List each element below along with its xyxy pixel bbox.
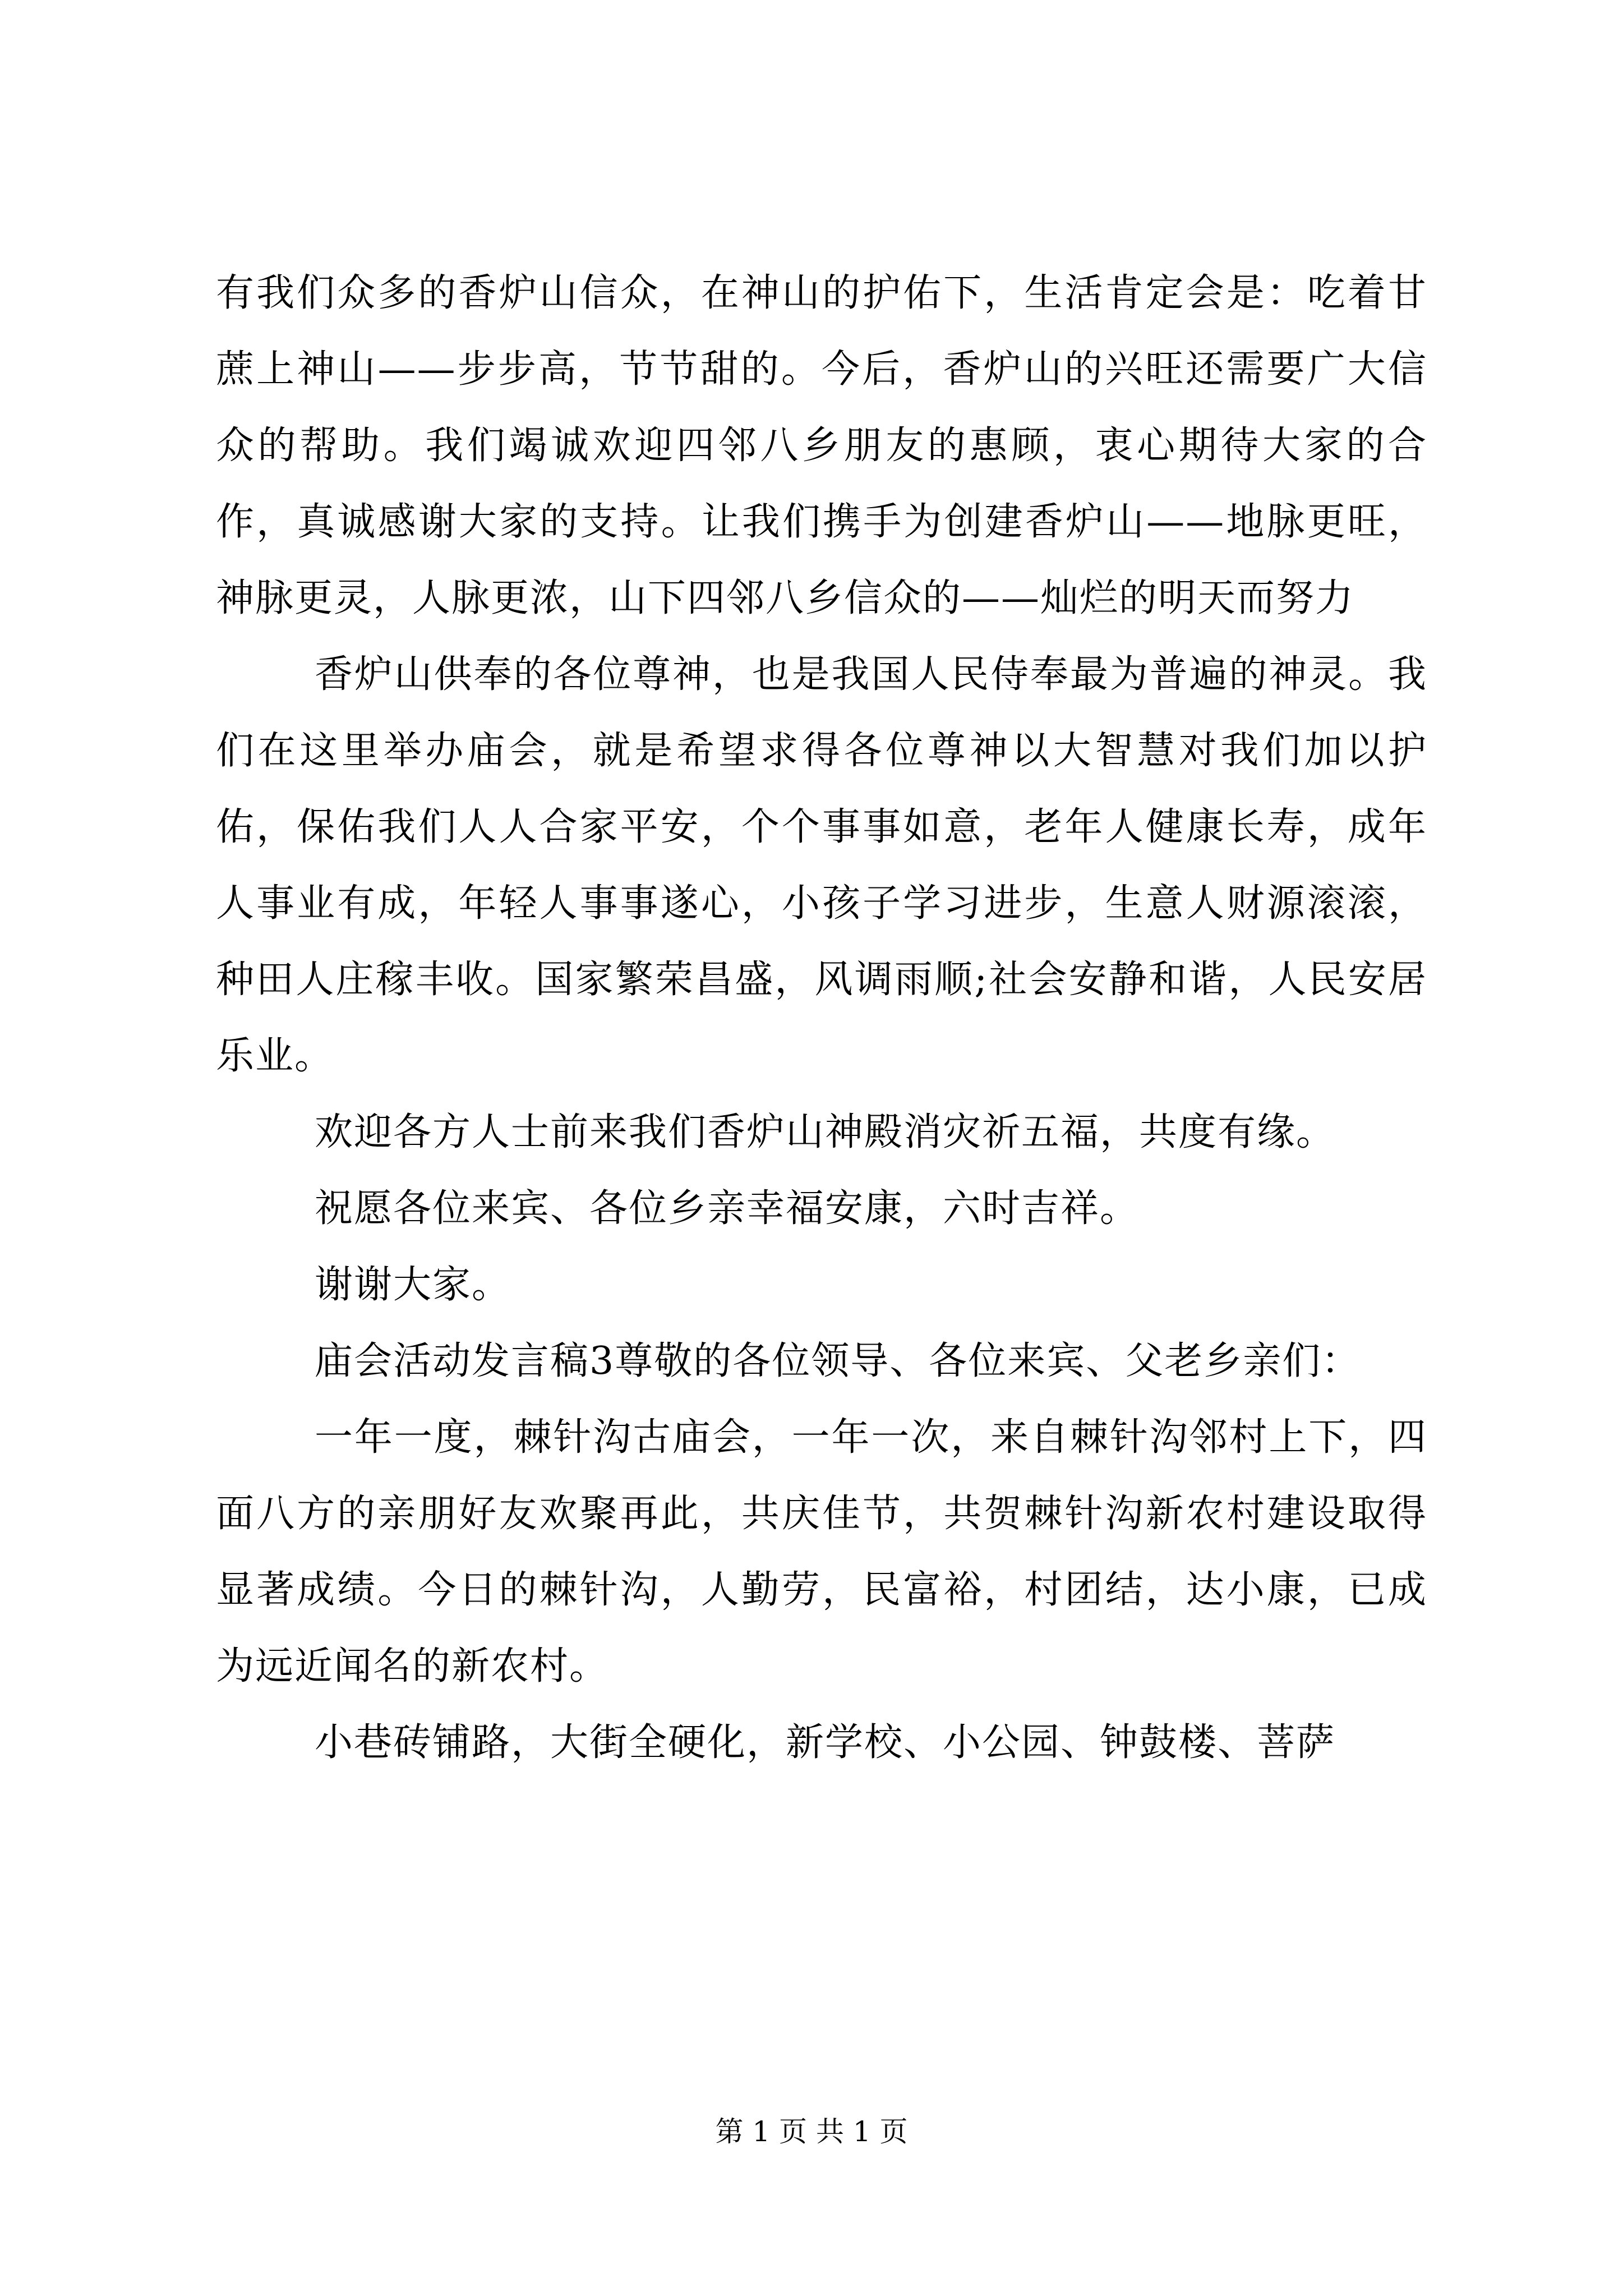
paragraph-7: 一年一度，棘针沟古庙会，一年一次，来自棘针沟邻村上下，四面八方的亲朋好友欢聚再此，共庆佳节，共贺棘针沟新农村建设取得显著成绩。今日的棘针沟，人勤劳，民富裕，村团结，达小康，已成为远近闻名的新农村。 [216,1415,1427,1688]
paragraph-4: 祝愿各位来宾、各位乡亲幸福安康，六时吉祥。 [315,1186,1140,1231]
paragraph-8: 小巷砖铺路，大街全硬化，新学校、小公园、钟鼓楼、菩萨 [315,1720,1336,1765]
paragraph-6: 庙会活动发言稿3尊敬的各位领导、各位来宾、父老乡亲们： [315,1339,1361,1383]
paragraph-3: 欢迎各方人士前来我们香炉山神殿消灾祈五福，共度有缘。 [315,1110,1336,1154]
document-body [216,255,1427,1781]
page-footer: 第 1 页 共 1 页 [715,2115,908,2148]
paragraph-2: 香炉山供奉的各位尊神，也是我国人民侍奉最为普遍的神灵。我们在这里举办庙会，就是希望求得各位尊神以大智慧对我们加以护佑，保佑我们人人合家平安，个个事事如意，老年人健康长寿，成年人事业有成，年轻人事事遂心，小孩子学习进步，生意人财源滚滚，种田人庄稼丰收。国家繁荣昌盛，风调雨顺;社会安静和谐，人民安居乐业。 [216,652,1427,1078]
paragraph-1: 有我们众多的香炉山信众，在神山的护佑下，生活肯定会是：吃着甘蔗上神山——步步高，节节甜的。今后，香炉山的兴旺还需要广大信众的帮助。我们竭诚欢迎四邻八乡朋友的惠顾，衷心期待大家的合作，真诚感谢大家的支持。让我们携手为创建香炉山——地脉更旺，神脉更灵，人脉更浓，山下四邻八乡信众的——灿烂的明天而努力 [216,271,1427,620]
paragraph-5: 谢谢大家。 [315,1263,511,1307]
